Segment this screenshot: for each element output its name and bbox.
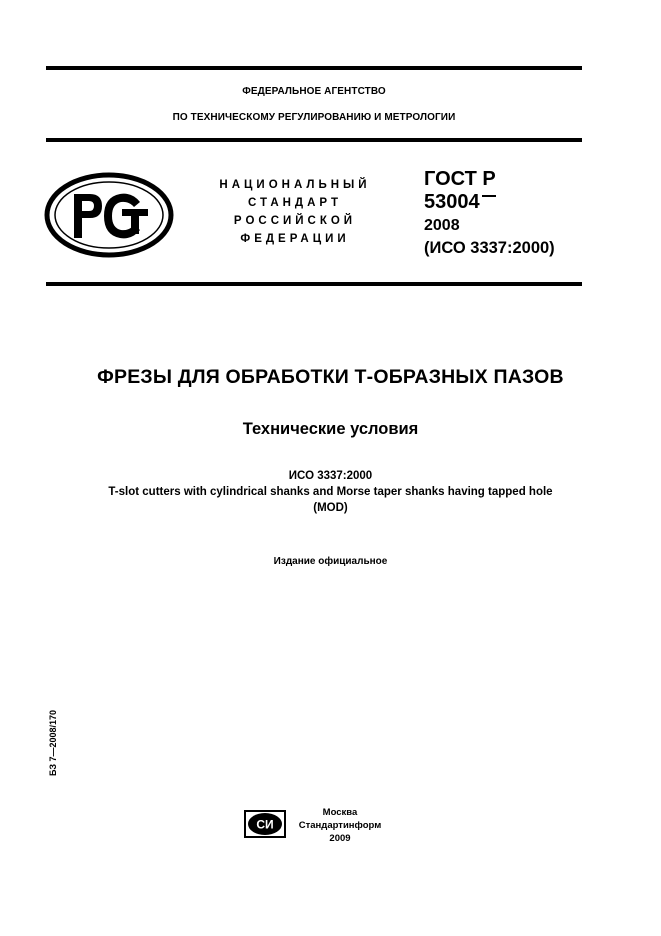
designation-number: 53004	[424, 191, 480, 213]
publisher-year: 2009	[329, 833, 351, 844]
designation-rule	[46, 282, 582, 286]
document-subtitle: Технические условия	[242, 420, 419, 438]
side-code: БЗ 7—2008/170	[48, 709, 58, 776]
iso-modifier: (MOD)	[313, 502, 348, 514]
designation-iso: (ИСО 3337:2000)	[424, 239, 555, 257]
iso-code: ИСО 3337:2000	[288, 470, 373, 482]
document-title: ФРЕЗЫ ДЛЯ ОБРАБОТКИ Т-ОБРАЗНЫХ ПАЗОВ	[97, 366, 564, 388]
national-standard-label: НАЦИОНАЛЬНЫЙ СТАНДАРТ РОССИЙСКОЙ ФЕДЕРАЦИИ	[219, 179, 371, 245]
publisher-logo	[243, 809, 287, 844]
publisher-name: Стандартинформ	[298, 820, 382, 831]
standard-designation	[424, 168, 555, 260]
header-rule	[46, 138, 582, 142]
designation-dash	[482, 195, 496, 197]
agency-line-1: ФЕДЕРАЛЬНОЕ АГЕНТСТВО	[242, 86, 386, 97]
publisher-info	[294, 806, 386, 845]
top-rule	[46, 66, 582, 70]
iso-english-title: T-slot cutters with cylindrical shanks and Morse taper shanks having tapped hole	[108, 486, 553, 498]
designation-prefix: ГОСТ Р	[424, 168, 496, 190]
edition-label: Издание официальное	[273, 556, 388, 567]
designation-year: 2008	[424, 217, 460, 234]
publisher-logo-text: СИ	[256, 817, 274, 832]
iso-reference	[60, 468, 601, 516]
agency-line-2: ПО ТЕХНИЧЕСКОМУ РЕГУЛИРОВАНИЮ И МЕТРОЛОГИИ	[172, 112, 456, 123]
rst-logo	[44, 172, 174, 263]
publisher-city: Москва	[322, 807, 358, 818]
